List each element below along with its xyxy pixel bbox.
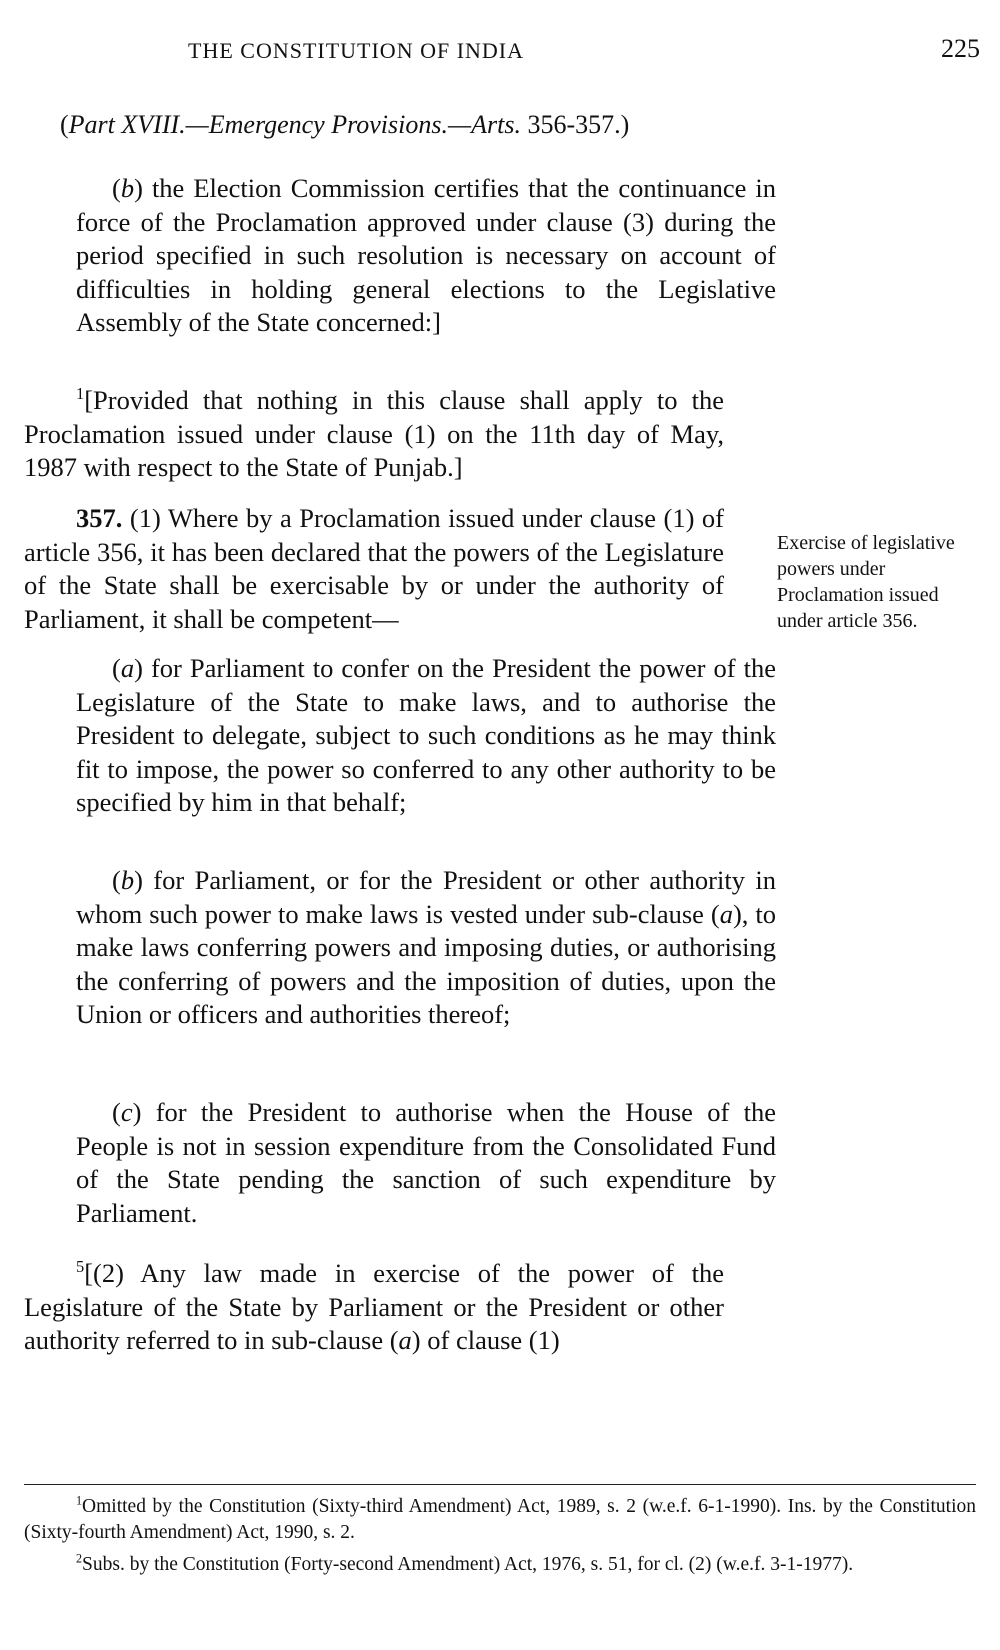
part-heading-range: 356-357.) <box>520 110 630 139</box>
clause-2-text-1: [(2) Any law made in exercise of the power of the Legislature of the State by Parliament or the President or other authority referred to in sub-clause ( <box>24 1258 724 1355</box>
clause-c-357: (c) for the President to authorise when the House of the People is not in session expenditure from the Consolidated Fund of the State pending the sanction of such expenditure by Parliament. <box>76 1097 776 1228</box>
article-357-clause-2 <box>24 1257 724 1358</box>
clause-b-356-marker: b <box>120 173 135 203</box>
proviso-text: [Provided that nothing in this clause shall apply to the Proclamation issued under clause (1) on the 11th day of May, 1987 with respect to the State of Punjab.] <box>24 385 724 482</box>
part-heading-open: ( <box>60 110 69 139</box>
clause-2-ref: a <box>398 1325 412 1355</box>
clause-c-357-text: for the President to authorise when the House of the People is not in session expenditure from the Consolidated Fund of the State pending the sanction of such expenditure by Parliament. <box>76 1097 776 1228</box>
clause-2-text-2: ) of clause (1) <box>411 1325 560 1355</box>
footnote-1-text: Omitted by the Constitution (Sixty-third Amendment) Act, 1989, s. 2 (w.e.f. 6-1-1990). Ins. by the Constitution (Sixty-fourth Amendment) Act, 1990, s. 2. <box>24 1496 976 1543</box>
footnote-ref-5: 5 <box>76 1257 85 1277</box>
article-357-number: 357. <box>76 503 123 533</box>
clause-b-357: (b) for Parliament, or for the President or other authority in whom such power to make laws is vested under sub-clause (a), to make laws conferring powers and imposing duties, or authorising the conferring of powers and the imposition of duties, upon the Union or officers and authorities thereof; <box>76 865 777 1029</box>
footnote-ref-1: 1 <box>76 384 85 404</box>
clause-b-356-text: the Election Commission certifies that the continuance in force of the Proclamation approved under clause (3) during the period specified in such resolution is necessary on account of difficulties in holding general elections to the Legislative Assembly of the State concerned:] <box>76 173 776 337</box>
footnote-2-text: Subs. by the Constitution (Forty-second Amendment) Act, 1976, s. 51, for cl. (2) (w.e.f. 3-1-1977). <box>82 1554 854 1575</box>
article-357-clause-1 <box>24 502 724 636</box>
footnote-1-mark: 1 <box>76 1493 83 1508</box>
clause-a-357: (a) for Parliament to confer on the President the power of the Legislature of the State to make laws, and to authorise the President to delegate, subject to such conditions as he may think fit to impose, the power so conferred to any other authority to be specified by him in that behalf; <box>76 653 776 817</box>
clause-b-357-text-1: for Parliament, or for the President or other authority in whom such power to make laws is vested under sub-clause ( <box>76 865 776 929</box>
footnote-2 <box>24 1552 976 1578</box>
part-heading-title: Part XVIII.—Emergency Provisions.—Arts. <box>68 110 521 139</box>
clause-a-357-marker: a <box>120 653 135 683</box>
page-number: 225 <box>941 34 980 63</box>
clause-a-357-text: for Parliament to confer on the President the power of the Legislature of the State to make laws, and to authorise the President to delegate, subject to such conditions as he may think fit to impose, the power so conferred to any other authority to be specified by him in that behalf; <box>76 653 776 817</box>
footnotes <box>24 1494 976 1584</box>
clause-b-356: (b) the Election Commission certifies that the continuance in force of the Proclamation approved under clause (3) during the period specified in such resolution is necessary on account of difficulties in holding general elections to the Legislative Assembly of the State concerned:] <box>76 173 776 337</box>
clause-c-357-marker: c <box>120 1097 133 1127</box>
footnote-2-mark: 2 <box>76 1551 83 1566</box>
clause-b-357-marker: b <box>120 865 135 895</box>
running-head: THE CONSTITUTION OF INDIA <box>188 38 525 63</box>
article-357-text: (1) Where by a Proclamation issued under clause (1) of article 356, it has been declared that the powers of the Legislature of the State shall be exercisable by or under the authority of Parliament, it shall be competent— <box>24 503 724 634</box>
footnote-rule <box>24 1484 976 1485</box>
footnote-1 <box>24 1494 976 1546</box>
clause-b-357-ref: a <box>719 898 733 929</box>
margin-note: Exercise of legislative powers under Proclamation issued under article 356. <box>777 532 955 632</box>
proviso <box>24 384 724 485</box>
part-heading <box>60 110 629 140</box>
clause-b-357-text-2: ), to make laws conferring powers and imposing duties, or authorising the conferring of powers and the imposition of duties, upon the Union or officers and authorities thereof; <box>76 898 777 1029</box>
